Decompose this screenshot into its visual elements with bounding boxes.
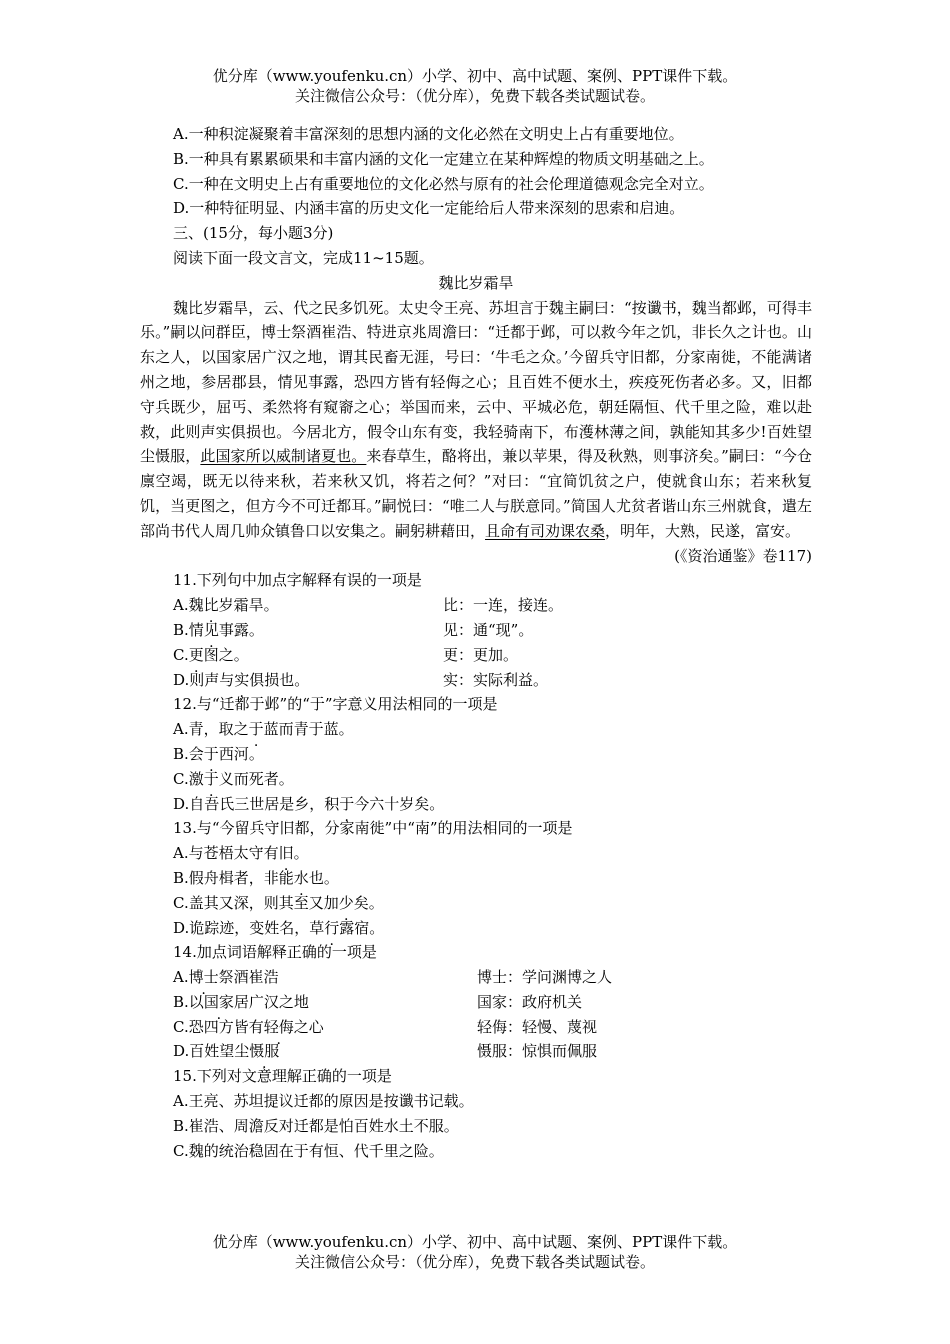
- q13-option-c: C.盖其又深，则其至又加少矣。: [173, 893, 384, 912]
- passage-title: 魏比岁霜旱: [438, 273, 514, 292]
- q14-stem: 14.加点词语解释正确的一项是: [173, 943, 377, 962]
- passage-text: [140, 296, 812, 544]
- q14-note-b: 国家：政府机关: [477, 992, 583, 1011]
- q11-option-d: D.则声与实俱损也。 实：实际利益。: [140, 668, 812, 693]
- q11-note-c: 更：更加。: [443, 645, 519, 664]
- q11-note-a: 比：一连，接连。: [443, 596, 564, 615]
- q14-note-a: 博士：学问渊博之人: [477, 968, 613, 987]
- q14-option-b: B.以国家居广汉之地 国家：政府机关: [140, 990, 812, 1015]
- section-heading: 三、(15分，每小题3分): [173, 224, 334, 243]
- q11-note-d: 实：实际利益。: [443, 670, 549, 689]
- q15-option-b: B.崔浩、周澹反对迁都是怕百姓水土不服。: [173, 1116, 459, 1135]
- q15-stem: 15.下列对文意理解正确的一项是: [173, 1067, 392, 1086]
- footer-line-2: 关注微信公众号：（优分库），免费下载各类试题试卷。: [294, 1253, 655, 1271]
- q11-option-b: B.情见事露。 见：通“现”。: [140, 618, 812, 643]
- passage-source: (《资治通鉴》卷117): [674, 546, 812, 565]
- q15-option-a: A.王亮、苏坦提议迁都的原因是按谶书记载。: [173, 1092, 474, 1111]
- q12-option-b: B.会于西河。: [173, 744, 264, 763]
- q15-option-c: C.魏的统治稳固在于有恒、代千里之险。: [173, 1141, 444, 1160]
- section-instruction: 阅读下面一段文言文，完成11~15题。: [173, 248, 434, 267]
- prev-option-a: A.一种积淀凝聚着丰富深刻的思想内涵的文化必然在文明史上占有重要地位。: [173, 125, 684, 143]
- q14-note-c: 轻侮：轻慢、蔑视: [477, 1017, 598, 1036]
- q12-option-d: D.自吾氏三世居是乡，积于今六十岁矣。: [173, 794, 445, 813]
- prev-option-c: C.一种在文明史上占有重要地位的文化必然与原有的社会伦理道德观念完全对立。: [173, 174, 714, 193]
- passage-underline-2: 且命有司劝课农桑: [485, 521, 606, 540]
- passage-part-1: 魏比岁霜旱，云、代之民多饥死。太史令王亮、苏坦言于魏主嗣曰：“按谶书，魏当都邺，可得丰乐。”嗣以问群臣，博士祭酒崔浩、特进京兆周澹曰：“迁都于邺，可以救今年之饥，非长久之计也。山东之人，以国家居广汉之地，谓其民畜无涯，号曰：‘牛毛之众。’今留兵守旧都，分家南徙，不能满诸州之地，参居郡县，情见事露，恐四方皆有轻侮之心；且百姓不便水土，疾疫死伤者必多。又，旧都守兵既少，屈丐、柔然将有窥窬之心；举国而来，云中、平城必危，朝廷隔恒、代千里之险，难以赴救，此则声实俱损也。今居北方，假令山东有变，我轻骑南下，布濩林薄之间，孰能知其多少!百姓望尘慑服，: [140, 298, 812, 466]
- footer-line-1: 优分库（www.youfenku.cn）小学、初中、高中试题、案例、PPT课件下载。: [212, 1233, 738, 1251]
- header-line-1: 优分库（www.youfenku.cn）小学、初中、高中试题、案例、PPT课件下载。: [212, 67, 738, 85]
- passage-part-3: ，明年，大熟，民遂，富安。: [605, 521, 801, 540]
- q14-option-a: A.博士祭酒崔浩 博士：学问渊博之人: [140, 965, 812, 990]
- q11-note-b: 见：通“现”。: [443, 620, 534, 639]
- passage-underline-1: 此国家所以威制诸夏也。: [200, 447, 367, 466]
- prev-option-b: B.一种具有累累硕果和丰富内涵的文化一定建立在某种辉煌的物质文明基础之上。: [173, 149, 714, 168]
- page-header: [0, 66, 950, 106]
- q14-option-c: C.恐四方皆有轻侮之心 轻侮：轻慢、蔑视: [140, 1015, 812, 1040]
- passage-part-2: 来春草生，酪将出，兼以苹果，得及秋熟，则事济矣。”嗣曰：“今仓廪空竭，既无以待来秋，若来秋又饥，将若之何？”对曰：“宜简饥贫之户，使就食山东；若来秋复饥，当更图之，但方今不可迁都耳。”嗣悦曰：“唯二人与朕意同。”简国人尤贫者谐山东三州就食，遣左部尚书代人周几帅众镇鲁口以安集之。嗣躬耕藉田，: [140, 447, 812, 540]
- document-body: [140, 122, 812, 1163]
- q14-option-d: D.百姓望尘慑服 慑服：惊惧而佩服: [140, 1039, 812, 1064]
- prev-option-d: D.一种特征明显、内涵丰富的历史文化一定能给后人带来深刻的思索和启迪。: [173, 199, 685, 218]
- q12-option-a: A.青，取之于蓝而青于蓝。: [173, 720, 354, 739]
- q13-option-a: A.与苍梧太守有旧。: [173, 844, 309, 863]
- page-footer: [0, 1232, 950, 1272]
- q13-option-d: D.诡踪迹，变姓名，草行露宿。: [173, 918, 385, 937]
- q11-option-a: A.魏比岁霜旱。 比：一连，接连。: [140, 593, 812, 618]
- q11-option-c: C.更图之。 更：更加。: [140, 643, 812, 668]
- q13-stem: 13.与“今留兵守旧都，分家南徙”中“南”的用法相同的一项是: [173, 819, 573, 838]
- q12-option-c: C.激于义而死者。: [173, 769, 294, 788]
- q14-note-d: 慑服：惊惧而佩服: [477, 1042, 598, 1061]
- q13-option-b: B.假舟楫者，非能水也。: [173, 868, 339, 887]
- q12-stem: 12.与“迁都于邺”的“于”字意义用法相同的一项是: [173, 695, 498, 714]
- header-line-2: 关注微信公众号：（优分库），免费下载各类试题试卷。: [294, 87, 655, 105]
- q11-stem: 11.下列句中加点字解释有误的一项是: [173, 571, 422, 590]
